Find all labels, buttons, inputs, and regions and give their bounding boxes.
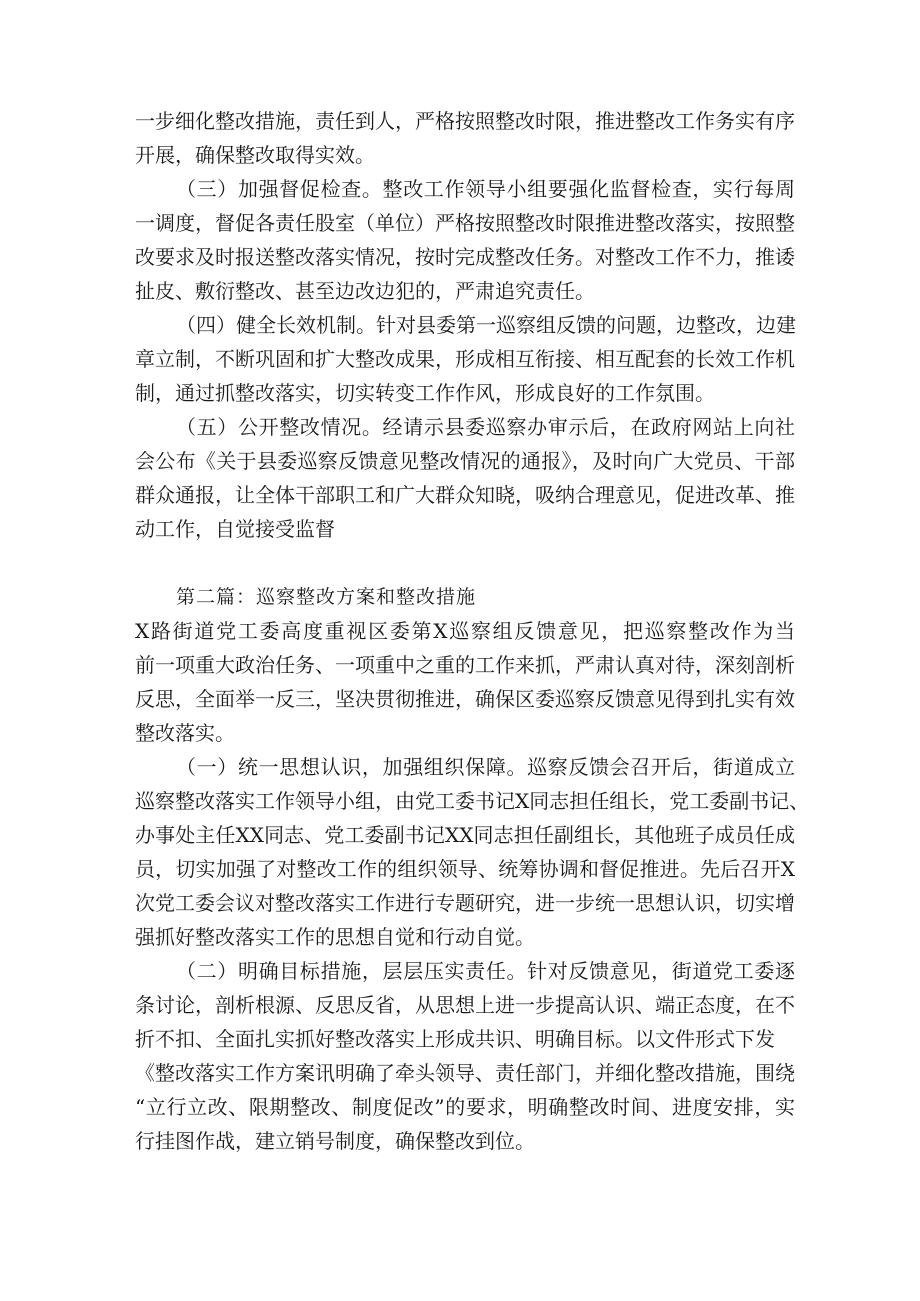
text-line: 会公布《关于县委巡察反馈意见整改情况的通报》，及时向广大党员、干部 — [135, 449, 795, 473]
text-line: 次党工委会议对整改落实工作进行专题研究，进一步统一思想认识，切实增 — [135, 891, 795, 915]
text-line: 章立制，不断巩固和扩大整改成果，形成相互衔接、相互配套的长效工作机 — [135, 347, 795, 371]
text-line: 前一项重大政治任务、一项重中之重的工作来抓，严肃认真对待，深刻剖析 — [135, 653, 795, 677]
text-line: 开展，确保整改取得实效。 — [135, 143, 375, 167]
paragraph-start-line: （五）公开整改情况。经请示县委巡察办审示后，在政府网站上向社 — [176, 415, 795, 439]
text-line: 一调度，督促各责任股室（单位）严格按照整改时限推进整改落实，按照整 — [135, 211, 795, 235]
document-body — [135, 104, 810, 1158]
text-line: 整改落实。 — [135, 721, 235, 745]
section-heading: 第二篇：巡察整改方案和整改措施 — [176, 586, 477, 608]
paragraph-start-line: （三）加强督促检查。整改工作领导小组要强化监督检查，实行每周 — [176, 177, 795, 201]
text-line: “立行立改、限期整改、制度促改”的要求，明确整改时间、进度安排，实 — [135, 1095, 795, 1119]
text-line: 扯皮、敷衍整改、甚至边改边犯的，严肃追究责任。 — [135, 279, 595, 303]
text-line: 强抓好整改落实工作的思想自觉和行动自觉。 — [135, 925, 535, 949]
text-line: 改要求及时报送整改落实情况，按时完成整改任务。对整改工作不力，推诿 — [135, 245, 795, 269]
text-line: 员，切实加强了对整改工作的组织领导、统筹协调和督促推进。先后召开X — [135, 857, 795, 881]
text-line: 《整改落实工作方案讯明确了牵头领导、责任部门，并细化整改措施，围绕 — [135, 1061, 795, 1085]
paragraph-start-line: X路街道党工委高度重视区委第X巡察组反馈意见，把巡察整改作为当 — [135, 619, 795, 643]
text-line: 一步细化整改措施，责任到人，严格按照整改时限，推进整改工作务实有序 — [135, 109, 795, 133]
paragraph-start-line: （一）统一思想认识，加强组织保障。巡察反馈会召开后，街道成立 — [176, 755, 795, 779]
text-line: 群众通报，让全体干部职工和广大群众知晓，吸纳合理意见，促进改革、推 — [135, 483, 795, 507]
text-line: 办事处主任XX同志、党工委副书记XX同志担任副组长，其他班子成员任成 — [135, 823, 795, 847]
paragraph-start-line: （四）健全长效机制。针对县委第一巡察组反馈的问题，边整改，边建 — [176, 313, 796, 337]
text-line: 反思，全面举一反三，坚决贯彻推进，确保区委巡察反馈意见得到扎实有效 — [135, 687, 795, 711]
text-line: 制，通过抓整改落实，切实转变工作作风，形成良好的工作氛围。 — [135, 381, 715, 405]
text-line: 折不扣、全面扎实抓好整改落实上形成共识、明确目标。以文件形式下发 — [135, 1027, 775, 1051]
text-line: 条讨论，剖析根源、反思反省，从思想上进一步提高认识、端正态度，在不 — [135, 993, 795, 1017]
text-line: 巡察整改落实工作领导小组，由党工委书记X同志担任组长，党工委副书记、 — [135, 789, 810, 813]
paragraph-start-line: （二）明确目标措施，层层压实责任。针对反馈意见，街道党工委逐 — [176, 959, 795, 983]
text-line: 动工作，自觉接受监督 — [135, 517, 335, 541]
blank-line — [135, 546, 795, 580]
text-line: 行挂图作战，建立销号制度，确保整改到位。 — [135, 1129, 535, 1153]
